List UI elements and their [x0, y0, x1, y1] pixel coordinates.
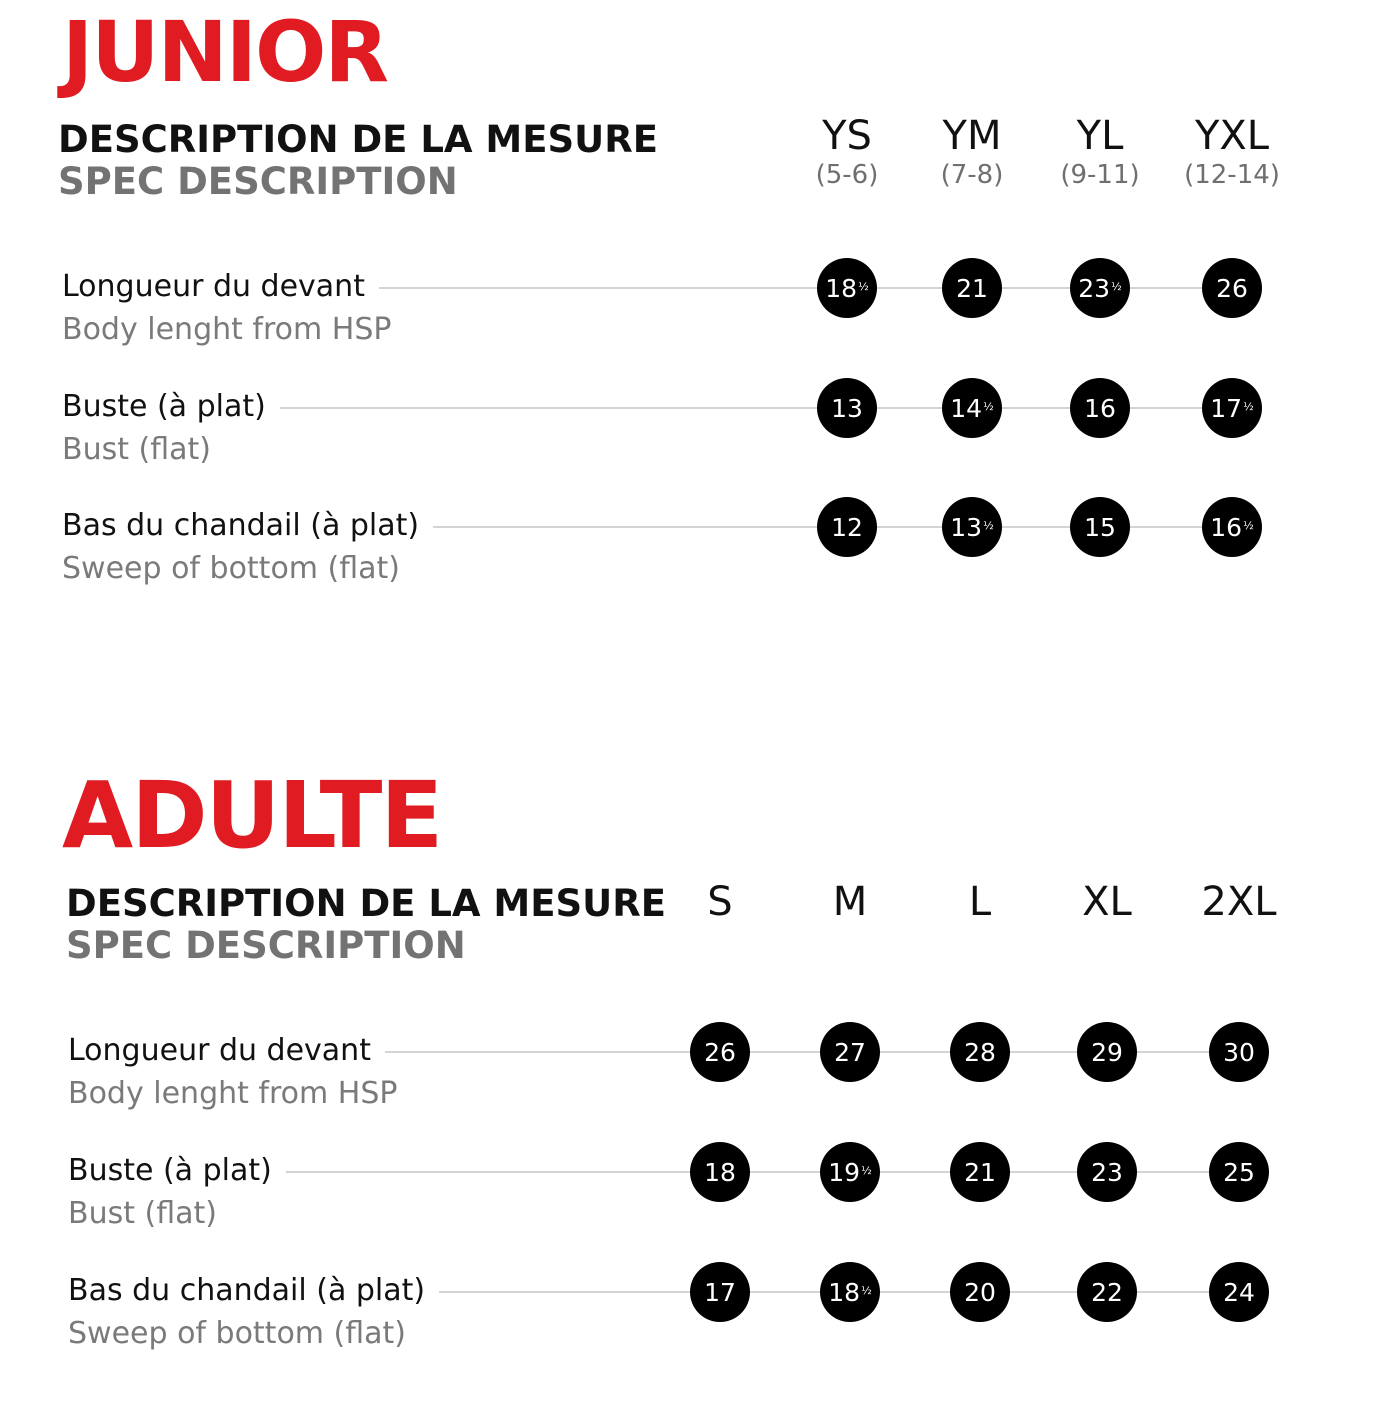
size-name: XL — [1082, 879, 1132, 925]
size-name: S — [707, 879, 733, 925]
measurement-value-badge: 12 — [817, 497, 877, 557]
size-name: YM — [942, 113, 1002, 159]
measure-label-en: Sweep of bottom (flat) — [68, 1316, 407, 1351]
measurement-value-badge: 13 ½ — [942, 497, 1002, 557]
adulte-title: ADULTE — [62, 762, 442, 869]
measure-label-en: Bust (flat) — [62, 432, 211, 467]
measurement-value-badge: 17 — [690, 1262, 750, 1322]
measurement-value-badge: 14 ½ — [942, 378, 1002, 438]
size-name: YL — [1076, 113, 1124, 159]
measurement-value-badge: 25 — [1209, 1142, 1269, 1202]
measure-label-fr: Longueur du devant — [62, 272, 379, 302]
adulte-size-header-3 — [1032, 879, 1182, 925]
adulte-spec-fr: DESCRIPTION DE LA MESURE — [66, 882, 666, 925]
measurement-value-badge: 18 — [690, 1142, 750, 1202]
measure-label-en: Body lenght from HSP — [68, 1076, 398, 1111]
measure-label-fr: Bas du chandail (à plat) — [62, 511, 433, 541]
size-age-range: (12-14) — [1184, 160, 1280, 190]
size-name: 2XL — [1201, 879, 1277, 925]
measure-label-fr: Buste (à plat) — [68, 1156, 286, 1186]
measurement-value-badge: 19 ½ — [820, 1142, 880, 1202]
measurement-value-badge: 22 — [1077, 1262, 1137, 1322]
measurement-value-badge: 13 — [817, 378, 877, 438]
measurement-value-badge: 26 — [1202, 258, 1262, 318]
junior-title: JUNIOR — [62, 3, 388, 101]
adulte-size-header-0 — [645, 879, 795, 925]
adulte-size-header-4 — [1164, 879, 1314, 925]
measurement-value-badge: 18 ½ — [817, 258, 877, 318]
measurement-value-badge: 26 — [690, 1022, 750, 1082]
measure-label-en: Body lenght from HSP — [62, 312, 392, 347]
adulte-size-header-1 — [775, 879, 925, 925]
measure-label-fr: Buste (à plat) — [62, 392, 280, 422]
measurement-value-badge: 24 — [1209, 1262, 1269, 1322]
measurement-value-badge: 30 — [1209, 1022, 1269, 1082]
size-name: YXL — [1194, 113, 1270, 159]
adulte-spec-en: SPEC DESCRIPTION — [66, 924, 466, 967]
size-age-range: (7-8) — [940, 160, 1004, 190]
measurement-value-badge: 18 ½ — [820, 1262, 880, 1322]
size-age-range: (9-11) — [1060, 160, 1140, 190]
size-name: L — [968, 879, 992, 925]
measurement-value-badge: 21 — [942, 258, 1002, 318]
measurement-value-badge: 29 — [1077, 1022, 1137, 1082]
size-name: YS — [822, 113, 872, 159]
measurement-value-badge: 16 ½ — [1202, 497, 1262, 557]
measurement-value-badge: 15 — [1070, 497, 1130, 557]
measurement-value-badge: 16 — [1070, 378, 1130, 438]
measurement-value-badge: 28 — [950, 1022, 1010, 1082]
measure-label-en: Bust (flat) — [68, 1196, 217, 1231]
junior-spec-fr: DESCRIPTION DE LA MESURE — [58, 118, 658, 161]
measurement-value-badge: 20 — [950, 1262, 1010, 1322]
measure-label-en: Sweep of bottom (flat) — [62, 551, 401, 586]
junior-spec-en: SPEC DESCRIPTION — [58, 160, 458, 203]
measure-label-fr: Longueur du devant — [68, 1036, 385, 1066]
measurement-value-badge: 21 — [950, 1142, 1010, 1202]
size-name: M — [832, 879, 868, 925]
measurement-value-badge: 23 — [1077, 1142, 1137, 1202]
measure-label-fr: Bas du chandail (à plat) — [68, 1276, 439, 1306]
size-age-range: (5-6) — [815, 160, 879, 190]
measurement-value-badge: 27 — [820, 1022, 880, 1082]
measurement-value-badge: 23 ½ — [1070, 258, 1130, 318]
measurement-value-badge: 17 ½ — [1202, 378, 1262, 438]
